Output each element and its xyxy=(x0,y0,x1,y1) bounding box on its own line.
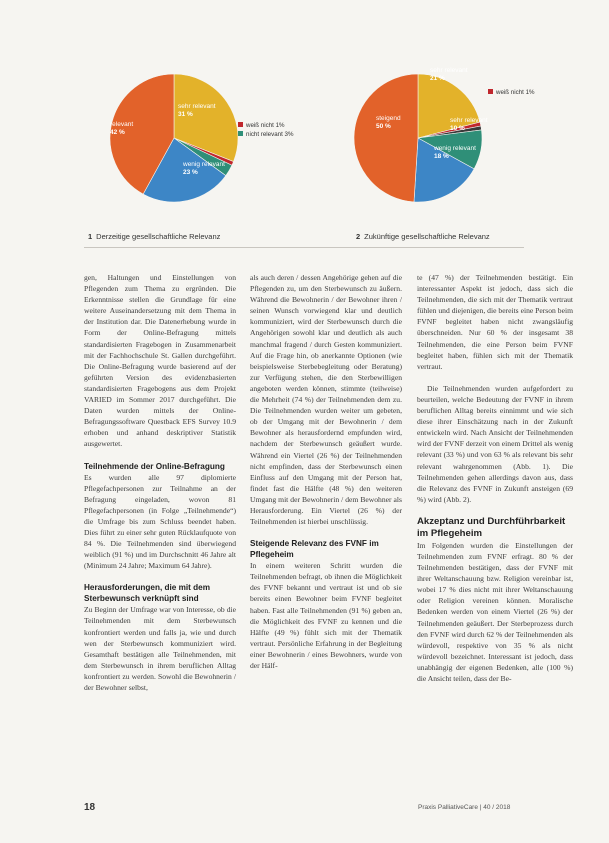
paragraph: te (47 %) der Teilnehmenden bestätigt. Ein interessanter Aspekt ist jedoch, dass sich die Teilnehmenden, die sich mit der Thematik vertraut fühlen und diejenigen, die bereits eine Person beim FVNF begleitet haben nicht zwangsläufig überschneiden. Nur 60 % der insgesamt 38 Teilnehmenden, die eine Person beim FVNF begleitet haben, fühlen sich mit der Thematik vertraut. xyxy=(417,273,573,371)
section-heading: Herausforderungen, die mit dem Sterbewunsch verknüpft sind xyxy=(84,583,211,604)
pie-label-2: relevant 42 % xyxy=(110,121,134,136)
pie-label-0: sehr relevant 31 % xyxy=(178,103,216,118)
section-heading: Akzeptanz und Durchführbarkeit im Pflegeheim xyxy=(417,515,566,539)
pie-slice-5 xyxy=(354,74,418,202)
section-heading: Steigende Relevanz des FVNF im Pflegeheim xyxy=(250,539,379,560)
figure-2-caption xyxy=(356,232,490,241)
figure-2-number: 2 xyxy=(356,232,361,241)
pie-label-3: steigend 50 % xyxy=(376,115,401,130)
legend-swatch xyxy=(488,89,493,94)
figure-1-caption xyxy=(88,232,220,241)
pie-label-1: wenig relevant 23 % xyxy=(183,161,225,176)
legend-swatch xyxy=(238,131,243,136)
legend-label: weiß nicht 1% xyxy=(246,122,285,129)
figure-1-caption-text: Derzeitige gesellschaftliche Relevanz xyxy=(96,232,221,241)
journal-footer: Praxis PalliativeCare | 40 / 2018 xyxy=(418,804,511,811)
pie-label-0: sehr relevant 21 % xyxy=(430,67,468,82)
text-column-3 xyxy=(417,272,573,695)
paragraph: Die Teilnehmenden wurden aufgefordert zu beurteilen, welche Bedeutung der FVNF in ihrem beruflichen Alltag bereits einnimmt und wie sich diese ihrer Einschätzung nach in der Zukunft entwickeln wird. Nach Ansicht der Teilnehmenden wird der FVNF derzeit von einem Drittel als wenig relevant (33 %) und von 63 % als relevant bis sehr relevant wahrgenommen (Abb. 1). Die Teilnehmenden gehen allerdings davon aus, dass die Relevanz des FVNF in Zukunft ansteigen (69 %) wird (Abb. 2). xyxy=(417,383,573,504)
legend-label: weiß nicht 1% xyxy=(496,89,535,96)
pie-label-1: sehr relevant 10 % xyxy=(450,117,488,132)
pie-chart-future-relevance xyxy=(318,58,609,228)
pie-label-2: wenig relevant 18 % xyxy=(434,145,476,160)
paragraph: In einem weiteren Schritt wurden die Teilnehmenden befragt, ob ihnen die Möglichkeit des FVNF bekannt und vertraut ist und ob sie bereits einen Bewohner beim FVNF begleitet haben. Fast alle Teilnehmenden (91 %) geben an, die Möglichkeit des FVNF zu kennen und die Hälfte (49 %) fühlt sich mit der Thematik vertraut. Persönliche Erfahrung in der Begleitung einer Bewohnerin / eines Bewohners, wurde von der Hälf- xyxy=(250,561,402,670)
paragraph: Zu Beginn der Umfrage war von Interesse, ob die Teilnehmenden mit dem Sterbewunsch konfrontiert werden und falls ja, wie und durch wen der Sterbewunsch kommuniziert wird. Gesamthaft bestätigen alle Teilnehmenden, mit dem Sterbewunsch in ihrem beruflichen Alltag konfrontiert zu werden. Sowohl die Bewohnerin / der Bewohner selbst, xyxy=(84,605,236,692)
figure-2-caption-text: Zukünftige gesellschaftliche Relevanz xyxy=(364,232,490,241)
page-number: 18 xyxy=(84,802,96,813)
legend-label: nicht relevant 3% xyxy=(246,131,294,138)
paragraph: Im Folgenden wurden die Einstellungen der Teilnehmenden zum FVNF erfragt. 80 % der Teilnehmenden bestätigen, dass der FVNF mit ihrer Weltanschauung bzw. Religion vereinbar ist, wobei 17 % dies nicht mit ihrer Weltanschauung oder Religion vereinen können. Moralische Bedenken werden von einem Viertel (26 %) der Teilnehmenden geäußert. Der Sterbeprozess durch den FVNF wird durch 62 % der Teilnehmenden als würdevoll, respektive von 35 % als nicht würdevoll bezeichnet. Interessant ist jedoch, dass unabhängig der eigenen Bedenken, alle (100 %) die Ansicht teilen, dass der Be- xyxy=(417,540,573,683)
figure-1-number: 1 xyxy=(88,232,93,241)
text-column-1 xyxy=(84,272,236,704)
text-column-2 xyxy=(250,272,402,682)
divider xyxy=(84,247,524,248)
section-heading: Teilnehmende der Online-Befragung xyxy=(84,461,225,471)
paragraph: als auch deren / dessen Angehörige gehen auf die Pflegenden zu, um den Sterbewunsch zu äußern. Während die Bewohnerin / der Bewohner ihren / seinen Wunsch vorwiegend klar und deutlich kommuniziert, wird der Sterbewunsch durch die Angehörigen sowohl klar und deutlich als auch manchmal fragend / durch Gesten kommuniziert. Auf die Frage hin, ob anerkannte Optionen (wie beispielsweise Sterbebegleitung oder Beratung) zur Verfügung stehen, die den Sterbewilligen angeboten werden können, stimmte (teilweise) die Mehrheit (74 %) der Teilnehmenden dem zu. Die Teilnehmenden wurden weiter um gebeten, ob der Umgang mit der Bewohnerin / dem Bewohner als herausfordernd empfunden wird, nachdem der Sterbewunsch geäußert wurde. Während ein Viertel (26 %) der Teilnehmenden nicht empfinden, dass der Sterbewunsch einen Einfluss auf den Umgang mit der Person hat, findet fast die Hälfte (48 %) den weiteren Umgang mit der Bewohnerin / dem Bewohner als Herausforderung. Ein Viertel (26 %) der Teilnehmenden ist hierbei unschlüssig. xyxy=(250,273,402,527)
paragraph: gen, Haltungen und Einstellungen von Pflegenden zum Thema zu ergründen. Die Erkenntnisse stellen die Grundlage für eine weitere Auseinandersetzung mit dem Thema in der Institution dar. Die Datenerhebung wurde in Form der Online-Befragung mittels standardisierten Fragebogen in Zusammenarbeit mit der Fachhochschule St. Gallen durchgeführt. Die Online-Befragung wurde basierend auf der geführten Version des evidenzbasierten standardisierten Fragebogens aus dem Projekt VARIED im Sommer 2017 durchgeführt. Die Daten wurden mittels der Online-Befragungssoftware Questback EFS Survey 10.9 erhoben und anhand deskriptiver Statistik ausgewertet. xyxy=(84,273,236,449)
paragraph: Es wurden alle 97 diplomierte Pflegefachpersonen zur Teilnahme an der Befragung eingeladen, wovon 81 Pflegefachpersonen (in Folge „Teilnehmende“) die Umfrage bis zum Schluss beendet haben. Dies führt zu einer sehr guten Rücklaufquote von 84 %. Die Teilnehmenden sind überwiegend weiblich (91 %) und im Durchschnitt 46 Jahre alt (Minimum 24 Jahre; Maximum 64 Jahre). xyxy=(84,472,236,571)
legend-swatch xyxy=(238,122,243,127)
